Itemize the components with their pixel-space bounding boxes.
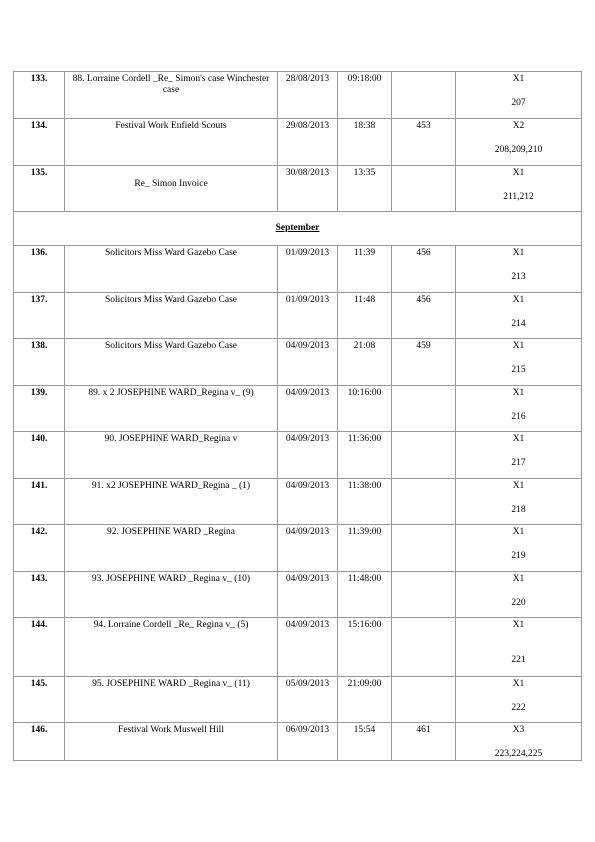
entry-description: 93. JOSEPHINE WARD _Regina v_ (10) (65, 572, 278, 618)
entry-description: Festival Work Muswell Hill (65, 723, 278, 761)
entry-date: 04/09/2013 (278, 572, 338, 618)
entry-date: 04/09/2013 (278, 525, 338, 572)
entry-reference (456, 572, 582, 618)
entry-reference (456, 432, 582, 479)
entry-pages: 221 (511, 655, 526, 665)
entry-reference (456, 339, 582, 386)
entry-date: 06/09/2013 (278, 723, 338, 761)
entry-pages: 208,209,210 (494, 145, 543, 155)
entry-description: 89. x 2 JOSEPHINE WARD_Regina v_ (9) (65, 386, 278, 432)
entry-description: 92. JOSEPHINE WARD _Regina (65, 525, 278, 572)
entry-description: Solicitors Miss Ward Gazebo Case (65, 293, 278, 339)
entry-code: 459 (392, 339, 456, 386)
entry-time: 11:39:00 (338, 525, 392, 572)
entry-count: X1 (512, 481, 525, 491)
table-row (14, 293, 582, 339)
entry-description: 95. JOSEPHINE WARD _Regina v_ (11) (65, 677, 278, 723)
entry-description: 90. JOSEPHINE WARD_Regina v (65, 432, 278, 479)
log-table-body (14, 72, 582, 761)
entry-reference (456, 618, 582, 677)
entry-count: X1 (512, 620, 525, 630)
table-row (14, 479, 582, 525)
entry-pages: 214 (511, 319, 526, 329)
entry-code (392, 525, 456, 572)
entry-number: 138. (14, 339, 65, 386)
entry-time: 11:48 (338, 293, 392, 339)
entry-time: 21:08 (338, 339, 392, 386)
entry-code (392, 166, 456, 212)
entry-reference (456, 386, 582, 432)
entry-reference (456, 525, 582, 572)
entry-description: 91. x2 JOSEPHINE WARD_Regina _ (1) (65, 479, 278, 525)
entry-pages: 218 (511, 505, 526, 515)
entry-number: 143. (14, 572, 65, 618)
entry-pages: 216 (511, 412, 526, 422)
table-row (14, 72, 582, 119)
entry-count: X1 (512, 168, 525, 178)
table-row (14, 246, 582, 293)
entry-pages: 219 (511, 551, 526, 561)
table-row (14, 119, 582, 166)
entry-count: X1 (512, 341, 525, 351)
entry-code (392, 479, 456, 525)
entry-code (392, 618, 456, 677)
table-row (14, 339, 582, 386)
entry-number: 145. (14, 677, 65, 723)
table-row (14, 723, 582, 761)
entry-date: 04/09/2013 (278, 339, 338, 386)
entry-number: 135. (14, 166, 65, 212)
entry-code: 456 (392, 293, 456, 339)
entry-time: 13:35 (338, 166, 392, 212)
entry-number: 137. (14, 293, 65, 339)
entry-code (392, 572, 456, 618)
entry-number: 142. (14, 525, 65, 572)
entry-number: 136. (14, 246, 65, 293)
table-row (14, 166, 582, 212)
entry-pages: 215 (511, 365, 526, 375)
entry-count: X1 (512, 295, 525, 305)
entry-time: 11:38:00 (338, 479, 392, 525)
table-row (14, 525, 582, 572)
table-row (14, 618, 582, 677)
entry-number: 139. (14, 386, 65, 432)
entry-count: X1 (512, 574, 525, 584)
entry-description: 88. Lorraine Cordell _Re_ Simon's case Winchester case (65, 72, 278, 119)
entry-date: 01/09/2013 (278, 293, 338, 339)
entry-number: 133. (14, 72, 65, 119)
entry-pages: 213 (511, 272, 526, 282)
entry-description: Solicitors Miss Ward Gazebo Case (65, 339, 278, 386)
month-header-row (14, 212, 582, 246)
entry-count: X3 (512, 725, 525, 735)
table-row (14, 386, 582, 432)
entry-number: 141. (14, 479, 65, 525)
entry-count: X1 (512, 434, 525, 444)
entry-count: X1 (512, 679, 525, 689)
entry-description: Solicitors Miss Ward Gazebo Case (65, 246, 278, 293)
entry-reference (456, 479, 582, 525)
entry-time: 11:39 (338, 246, 392, 293)
entry-time: 09:18:00 (338, 72, 392, 119)
entry-time: 15:16:00 (338, 618, 392, 677)
entry-date: 04/09/2013 (278, 618, 338, 677)
entry-number: 134. (14, 119, 65, 166)
entry-date: 30/08/2013 (278, 166, 338, 212)
entry-code: 453 (392, 119, 456, 166)
entry-description: 94. Lorraine Cordell _Re_ Regina v_ (5) (65, 618, 278, 677)
table-row (14, 432, 582, 479)
entry-date: 29/08/2013 (278, 119, 338, 166)
month-label: September (14, 212, 582, 246)
entry-count: X2 (512, 121, 525, 131)
entry-time: 15:54 (338, 723, 392, 761)
entry-code (392, 386, 456, 432)
entry-pages: 217 (511, 458, 526, 468)
entry-pages: 220 (511, 598, 526, 608)
entry-time: 10:16:00 (338, 386, 392, 432)
entry-reference (456, 293, 582, 339)
entry-code: 461 (392, 723, 456, 761)
entry-date: 28/08/2013 (278, 72, 338, 119)
entry-code: 456 (392, 246, 456, 293)
entry-number: 144. (14, 618, 65, 677)
entry-pages: 222 (511, 703, 526, 713)
entry-description: Festival Work Enfield Scouts (65, 119, 278, 166)
entry-time: 21:09:00 (338, 677, 392, 723)
entry-pages: 207 (511, 98, 526, 108)
entry-date: 04/09/2013 (278, 386, 338, 432)
log-table (13, 71, 582, 761)
entry-count: X1 (512, 74, 525, 84)
table-row (14, 572, 582, 618)
entry-date: 04/09/2013 (278, 479, 338, 525)
entry-time: 18:38 (338, 119, 392, 166)
entry-code (392, 677, 456, 723)
entry-count: X1 (512, 388, 525, 398)
entry-reference (456, 677, 582, 723)
entry-code (392, 72, 456, 119)
entry-date: 04/09/2013 (278, 432, 338, 479)
entry-count: X1 (512, 527, 525, 537)
entry-date: 05/09/2013 (278, 677, 338, 723)
entry-description: Re_ Simon Invoice (65, 166, 278, 212)
entry-pages: 223,224,225 (494, 749, 543, 759)
entry-number: 146. (14, 723, 65, 761)
entry-reference (456, 72, 582, 119)
entry-code (392, 432, 456, 479)
entry-pages: 211,212 (503, 192, 534, 202)
entry-date: 01/09/2013 (278, 246, 338, 293)
entry-reference (456, 723, 582, 761)
entry-time: 11:36:00 (338, 432, 392, 479)
table-row (14, 677, 582, 723)
entry-time: 11:48:00 (338, 572, 392, 618)
entry-reference (456, 166, 582, 212)
entry-reference (456, 119, 582, 166)
entry-number: 140. (14, 432, 65, 479)
entry-reference (456, 246, 582, 293)
entry-count: X1 (512, 248, 525, 258)
